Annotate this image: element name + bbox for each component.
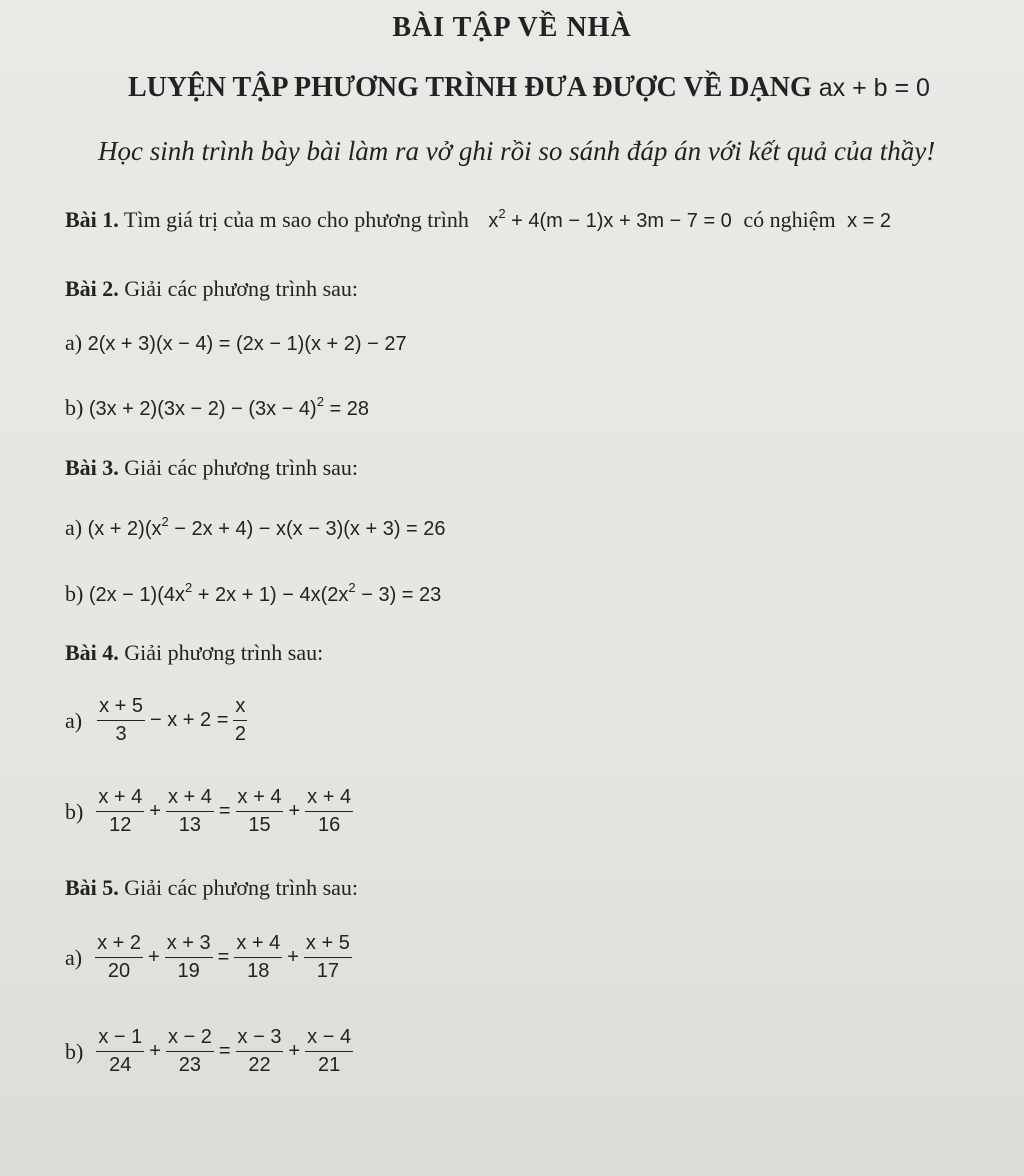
numerator: x − 2 — [166, 1026, 214, 1052]
eq-exponent: 2 — [184, 580, 193, 595]
denominator: 18 — [247, 960, 270, 982]
fraction — [96, 786, 144, 837]
page-title: BÀI TẬP VỀ NHÀ — [392, 12, 632, 43]
fraction — [305, 1026, 353, 1077]
eq-exponent: 2 — [316, 394, 324, 409]
exercise-1-label: Bài 1. — [65, 207, 119, 232]
numerator: x + 5 — [304, 932, 352, 958]
fraction — [166, 786, 214, 837]
fraction — [96, 1026, 144, 1077]
eq-term: (2x − 1)(4x — [88, 584, 185, 606]
exercise-5 — [65, 875, 358, 901]
eq-term: = 28 — [329, 398, 369, 420]
item-label: b) — [65, 1038, 84, 1064]
numerator: x + 4 — [305, 786, 353, 812]
denominator: 20 — [107, 960, 131, 982]
item-label: a) — [65, 707, 83, 733]
exercise-1-text2: có nghiệm — [743, 207, 836, 232]
fraction — [97, 695, 145, 746]
exercise-2-text: Giải các phương trình sau: — [124, 276, 359, 301]
denominator: 16 — [317, 814, 341, 836]
numerator: x + 4 — [96, 786, 144, 812]
exercise-2b-equation — [88, 394, 369, 420]
denominator: 2 — [234, 723, 246, 745]
exercise-4-text: Giải phương trình sau: — [124, 640, 324, 665]
eq-term: x — [488, 210, 499, 232]
item-label: a) — [65, 944, 83, 970]
fraction — [304, 932, 352, 983]
denominator: 15 — [248, 814, 271, 836]
eq-term: (x + 2)(x — [87, 518, 162, 540]
denominator: 13 — [178, 814, 202, 836]
denominator: 19 — [177, 960, 200, 982]
exercise-5-text: Giải các phương trình sau: — [124, 875, 359, 900]
eq-term: − 3) = 23 — [361, 584, 442, 606]
exercise-2b — [65, 394, 369, 421]
fraction — [234, 932, 282, 983]
exercise-3b — [65, 580, 441, 607]
item-label: a) — [65, 330, 83, 355]
exercise-4b — [65, 786, 356, 837]
fraction — [95, 932, 143, 983]
exercise-2a — [65, 330, 407, 356]
exercise-5-label: Bài 5. — [65, 875, 119, 900]
exercise-2-label: Bài 2. — [65, 276, 119, 301]
operator: + — [149, 800, 161, 822]
numerator: x + 5 — [97, 695, 145, 721]
exercise-1-equation — [488, 206, 732, 232]
subtitle-form: ax + b = 0 — [818, 74, 930, 102]
item-label: b) — [65, 395, 84, 420]
exercise-2a-equation: 2(x + 3)(x − 4) = (2x − 1)(x + 2) − 27 — [87, 333, 407, 355]
exercise-2 — [65, 276, 358, 302]
numerator: x − 4 — [305, 1026, 353, 1052]
eq-exponent: 2 — [498, 206, 506, 221]
eq-term: + 2x + 1) − 4x(2x — [197, 584, 349, 606]
operator: + — [149, 1040, 161, 1062]
exercise-3a — [65, 514, 446, 541]
fraction — [305, 786, 353, 837]
denominator: 3 — [115, 723, 127, 745]
numerator: x + 4 — [166, 786, 214, 812]
numerator: x − 1 — [96, 1026, 144, 1052]
fraction — [166, 1026, 214, 1077]
fraction — [236, 786, 284, 837]
operator: + — [288, 1040, 301, 1062]
exercise-3 — [65, 455, 358, 481]
exercise-1-text: Tìm giá trị của m sao cho phương trình — [123, 207, 469, 232]
denominator: 23 — [178, 1054, 202, 1076]
fraction — [165, 932, 213, 983]
exercise-3-label: Bài 3. — [65, 455, 119, 480]
exercise-5b — [65, 1026, 356, 1077]
denominator: 24 — [109, 1054, 132, 1076]
exercise-5a — [65, 932, 355, 983]
operator: + — [288, 800, 301, 822]
item-label: b) — [65, 581, 84, 606]
item-label: a) — [65, 515, 83, 540]
exercise-1 — [65, 206, 891, 233]
operator: + — [287, 946, 299, 968]
operator: = — [218, 800, 231, 822]
exercise-3-text: Giải các phương trình sau: — [124, 455, 359, 480]
instruction-note: Học sinh trình bày bài làm ra vở ghi rồi so sánh đáp án với kết quả của thầy! — [98, 136, 936, 166]
eq-term: + 4(m − 1)x + 3m − 7 = 0 — [511, 210, 732, 232]
numerator: x + 4 — [236, 786, 284, 812]
denominator: 22 — [248, 1054, 271, 1076]
page-subtitle — [128, 72, 930, 104]
exercise-4-label: Bài 4. — [65, 640, 119, 665]
numerator: x — [233, 695, 247, 721]
exercise-1-root: x = 2 — [847, 210, 891, 232]
exercise-3a-equation — [87, 514, 446, 540]
subtitle-text: LUYỆN TẬP PHƯƠNG TRÌNH ĐƯA ĐƯỢC VỀ DẠNG — [128, 72, 812, 103]
operator: − x + 2 = — [150, 709, 229, 731]
item-label: b) — [65, 798, 84, 824]
operator: = — [217, 946, 230, 968]
exercise-3b-equation — [88, 580, 442, 606]
operator: = — [218, 1040, 231, 1062]
operator: + — [148, 946, 160, 968]
numerator: x + 3 — [165, 932, 213, 958]
numerator: x + 2 — [95, 932, 143, 958]
eq-term: (3x + 2)(3x − 2) − (3x − 4) — [88, 398, 317, 420]
eq-exponent: 2 — [161, 514, 169, 529]
eq-exponent: 2 — [348, 580, 356, 595]
numerator: x + 4 — [234, 932, 282, 958]
fraction — [233, 695, 247, 746]
fraction — [236, 1026, 284, 1077]
denominator: 17 — [316, 960, 339, 982]
eq-term: − 2x + 4) − x(x − 3)(x + 3) = 26 — [174, 518, 446, 540]
exercise-4a — [65, 695, 250, 746]
denominator: 21 — [317, 1054, 341, 1076]
numerator: x − 3 — [236, 1026, 284, 1052]
exercise-4 — [65, 640, 323, 666]
denominator: 12 — [109, 814, 132, 836]
